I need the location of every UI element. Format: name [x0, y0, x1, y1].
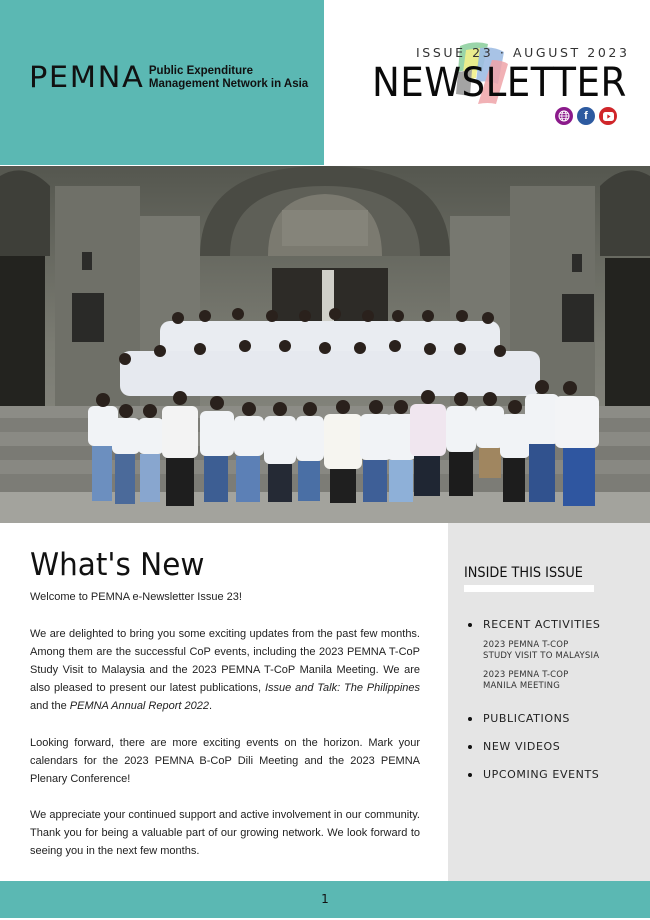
logo-tagline-line2: Management Network in Asia	[148, 77, 309, 90]
toc-item-new-videos[interactable]	[468, 740, 643, 754]
sidebar-title: INSIDE THIS ISSUE	[464, 565, 583, 581]
paragraph-updates-joiner: and the	[30, 700, 70, 712]
publication-issue-and-talk: Issue and Talk: The Philippines	[264, 682, 420, 694]
toc-label: UPCOMING EVENTS	[483, 768, 600, 781]
whats-new-section	[0, 523, 448, 881]
globe-icon[interactable]	[555, 107, 573, 125]
publication-annual-report: PEMNA Annual Report 2022	[69, 700, 209, 712]
intro-text: Welcome to PEMNA e-Newsletter Issue 23!	[30, 591, 242, 603]
logo-tagline	[149, 65, 308, 91]
table-of-contents	[468, 618, 643, 782]
paragraph-updates-end: .	[208, 700, 213, 712]
newsletter-title: NEWSLETTER	[372, 60, 627, 106]
section-title: What's New	[30, 547, 205, 583]
toc-subitem-study-visit-malaysia[interactable]	[483, 640, 643, 662]
youtube-icon[interactable]	[599, 107, 617, 125]
paragraph-updates	[30, 625, 420, 715]
paragraph-thanks: We appreciate your continued support and active involvement in our community. Thank you for being a valuable part of our growing network. We look forward to seeing you in the next few months.	[30, 809, 420, 857]
cathedral-group-photo-illustration	[0, 166, 650, 523]
header-brand-panel	[0, 0, 324, 165]
social-links	[555, 107, 617, 125]
toc-sub-line: 2023 PEMNA T-COP	[483, 670, 569, 680]
header-masthead	[324, 0, 650, 165]
page-footer	[0, 881, 650, 918]
toc-label: NEW VIDEOS	[483, 740, 561, 753]
toc-label: RECENT ACTIVITIES	[483, 618, 601, 631]
toc-sub-line: MANILA MEETING	[483, 681, 560, 691]
toc-item-publications[interactable]	[468, 712, 643, 726]
issue-date: ISSUE 23 · AUGUST 2023	[416, 45, 630, 60]
facebook-icon[interactable]	[577, 107, 595, 125]
toc-label: PUBLICATIONS	[483, 712, 570, 725]
toc-sub-line: 2023 PEMNA T-COP	[483, 640, 569, 650]
toc-item-recent-activities[interactable]	[468, 618, 643, 692]
paragraph-updates-text: We are delighted to bring you some exciting updates from the past few months. Among them are the successful CoP events, including the 2023 PEMNA T-CoP Study Visit to Malaysia and the 2023 PEMNA T-CoP Manila Meeting. We are also pleased to present our latest publications,	[30, 628, 420, 694]
facebook-glyph: f	[584, 110, 588, 122]
inside-this-issue-sidebar	[448, 523, 650, 881]
paragraph-upcoming: Looking forward, there are more exciting events on the horizon. Mark your calendars for the 2023 PEMNA B-CoP Dili Meeting and the 2023 PEMNA Plenary Conference!	[30, 737, 420, 785]
logo-tagline-line1: Public Expenditure	[148, 64, 254, 77]
title-underline	[464, 585, 594, 592]
pemna-logo[interactable]	[29, 60, 309, 94]
logo-wordmark: PEMNA	[29, 60, 145, 94]
toc-item-upcoming-events[interactable]	[468, 768, 643, 782]
toc-sub-line: STUDY VISIT TO MALAYSIA	[483, 651, 600, 661]
toc-subitem-manila-meeting[interactable]	[483, 670, 643, 692]
page-number: 1	[321, 892, 329, 906]
group-photo	[0, 166, 650, 523]
